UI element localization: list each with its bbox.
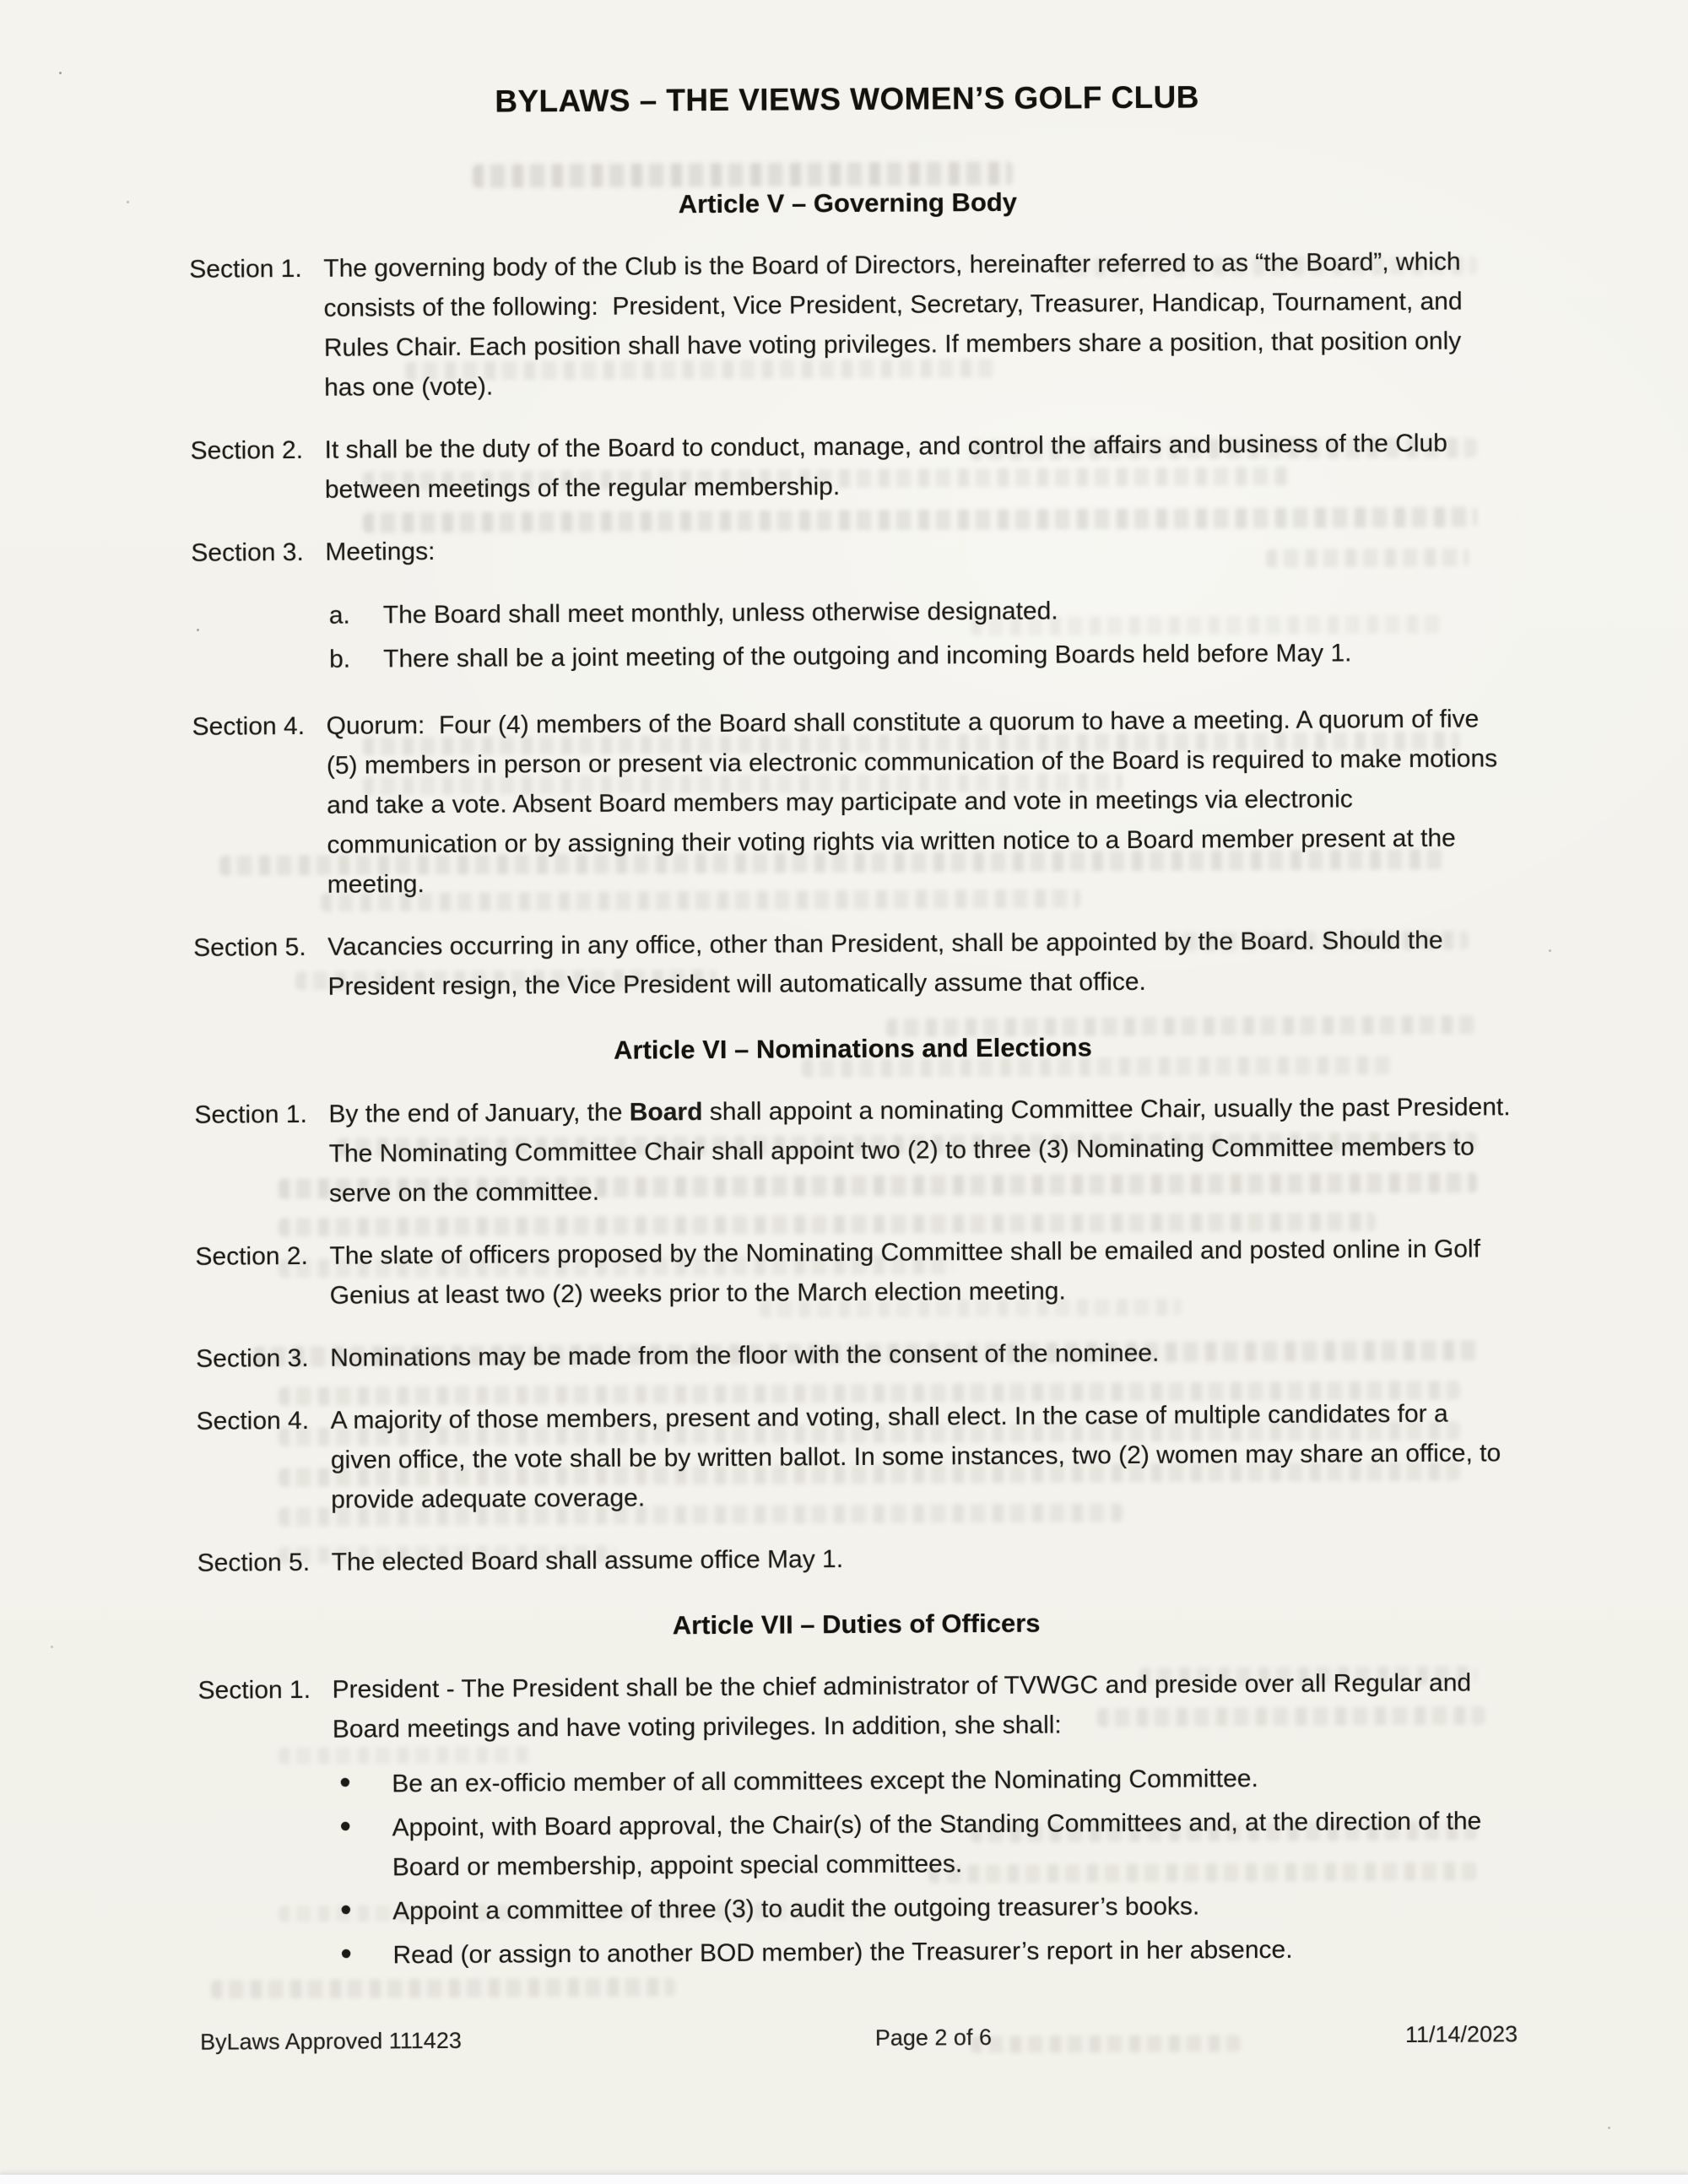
section-row xyxy=(190,423,1508,511)
section-paragraph xyxy=(332,1535,1515,1582)
section-body xyxy=(326,699,1510,905)
text-segment: The governing body of the Club is the Board of Directors, hereinafter referred to as “the Board”, which consists of the following: President, Vice President, Secretary, Treasurer, Handicap, Tournament, and Rules Chair. Each position shall have voting privileges. If members share a position, that position only has one (vote). xyxy=(323,247,1470,402)
scan-speck-artifacts xyxy=(59,72,62,74)
section-body xyxy=(328,1087,1518,1214)
section-body xyxy=(325,525,1509,684)
bullet-list xyxy=(333,1757,1518,1976)
text-segment: Meetings: xyxy=(325,538,436,566)
section-body xyxy=(332,1662,1517,1980)
section-label: Section 1. xyxy=(194,1100,307,1129)
text-segment: Quorum: Four (4) members of the Board shall constitute a quorum to have a meeting. A quorum of five (5) members in person or present via electronic communication of the Board is required to make motions and take a vote. Absent Board members may participate and vote in meetings via electronic communication or by assigning their voting rights via written notice to a Board member present at the meeting. xyxy=(326,705,1505,899)
list-marker: a. xyxy=(328,601,350,630)
list-item-text: The Board shall meet monthly, unless otherwise designated. xyxy=(382,597,1058,630)
section-label: Section 1. xyxy=(197,1675,311,1705)
section-row xyxy=(197,1535,1515,1583)
section-paragraph xyxy=(323,241,1507,408)
section-label: Section 3. xyxy=(196,1343,309,1373)
section-row xyxy=(192,699,1510,905)
list-item-text: Read (or assign to another BOD member) the Treasurer’s report in her absence. xyxy=(392,1935,1293,1970)
section-paragraph xyxy=(330,1331,1513,1378)
text-segment: A majority of those members, present and voting, shall elect. In the case of multiple candidates for a given office, the vote shall be by written ballot. In some instances, two (2) women may share an office, to provide adequate coverage. xyxy=(330,1399,1508,1514)
section-label: Section 5. xyxy=(193,933,306,962)
section-body xyxy=(330,1331,1513,1378)
list-item-text: Be an ex-officio member of all committees except the Nominating Committee. xyxy=(392,1765,1258,1798)
footer-date: 11/14/2023 xyxy=(1404,2021,1518,2048)
section-row xyxy=(193,920,1512,1008)
section-row xyxy=(189,241,1507,408)
text-segment: shall appoint a nominating Committee Chair, usually the past President. The Nominating Committee Chair shall appoint two (2) to three (3) Nominating Committee members to serve on the committee. xyxy=(328,1093,1518,1208)
section-paragraph xyxy=(325,525,1508,572)
document-title: BYLAWS – THE VIEWS WOMEN’S GOLF CLUB xyxy=(495,79,1199,119)
section-body xyxy=(323,241,1507,408)
page-content xyxy=(187,0,1518,2184)
footer-approval-note: ByLaws Approved 111423 xyxy=(200,2027,462,2055)
alpha-list xyxy=(326,588,1510,679)
section-row xyxy=(191,525,1509,684)
list-item xyxy=(326,632,1509,679)
list-item xyxy=(333,1928,1517,1976)
list-item xyxy=(333,1801,1517,1888)
section-paragraph xyxy=(330,1393,1514,1520)
section-row xyxy=(196,1331,1513,1379)
article-heading: Article VI – Nominations and Elections xyxy=(613,1032,1092,1065)
section-label: Section 4. xyxy=(192,711,306,741)
list-item-text: There shall be a joint meeting of the outgoing and incoming Boards held before May 1. xyxy=(383,639,1352,673)
scanner-edge-strip xyxy=(0,2175,1688,2184)
section-body xyxy=(324,423,1508,510)
article-heading: Article V – Governing Body xyxy=(678,187,1018,219)
section-body xyxy=(327,920,1512,1007)
section-row xyxy=(195,1229,1513,1316)
section-label: Section 2. xyxy=(190,435,304,465)
text-segment: The elected Board shall assume office May 1. xyxy=(331,1545,844,1576)
section-paragraph xyxy=(324,423,1508,510)
section-label: Section 5. xyxy=(197,1548,311,1577)
section-paragraph xyxy=(326,699,1510,905)
list-item-text: Appoint a committee of three (3) to audit the outgoing treasurer’s books. xyxy=(392,1892,1200,1926)
page-footer xyxy=(200,2014,1518,2062)
section-paragraph xyxy=(329,1229,1513,1316)
bullet-icon: • xyxy=(340,1892,352,1928)
section-body xyxy=(332,1535,1515,1582)
list-item xyxy=(326,588,1509,635)
section-body xyxy=(330,1393,1514,1520)
text-segment: The slate of officers proposed by the Nominating Committee shall be emailed and posted online in Golf Genius at least two (2) weeks prior to the March election meeting. xyxy=(329,1235,1488,1310)
articles-container xyxy=(189,179,1518,1980)
section-paragraph xyxy=(332,1662,1516,1749)
section-row xyxy=(194,1087,1518,1214)
text-segment: President - The President shall be the chief administrator of TVWGC and preside over all Regular and Board meetings and have voting privileges. In addition, she shall: xyxy=(332,1668,1479,1743)
footer-page-number: Page 2 of 6 xyxy=(874,2025,993,2051)
bullet-icon: • xyxy=(339,1765,351,1801)
bullet-icon: • xyxy=(339,1808,352,1845)
article-heading: Article VII – Duties of Officers xyxy=(672,1608,1041,1641)
section-row xyxy=(196,1393,1514,1521)
bold-text-segment: Board xyxy=(629,1098,703,1127)
bullet-icon: • xyxy=(340,1936,352,1972)
section-body xyxy=(329,1229,1513,1316)
section-label: Section 3. xyxy=(191,538,304,567)
list-item xyxy=(333,1884,1517,1932)
list-marker: b. xyxy=(329,645,351,673)
text-segment: It shall be the duty of the Board to conduct, manage, and control the affairs and business of the Club between meetings of the regular membership. xyxy=(324,429,1455,504)
section-label: Section 1. xyxy=(189,254,302,284)
text-segment: By the end of January, the xyxy=(328,1098,630,1128)
section-paragraph xyxy=(328,1087,1518,1214)
list-item xyxy=(333,1757,1516,1804)
section-paragraph xyxy=(327,920,1512,1007)
text-segment: Vacancies occurring in any office, other than President, shall be appointed by the Board. Should the President resign, the Vice President will automatically assume that office. xyxy=(327,926,1451,1001)
section-label: Section 4. xyxy=(196,1406,310,1435)
section-label: Section 2. xyxy=(195,1241,308,1271)
list-item-text: Appoint, with Board approval, the Chair(s) of the Standing Committees and, at the direction of the Board or membership, appoint special committees. xyxy=(392,1807,1489,1882)
section-row xyxy=(197,1662,1517,1981)
text-segment: Nominations may be made from the floor with the consent of the nominee. xyxy=(330,1338,1160,1372)
